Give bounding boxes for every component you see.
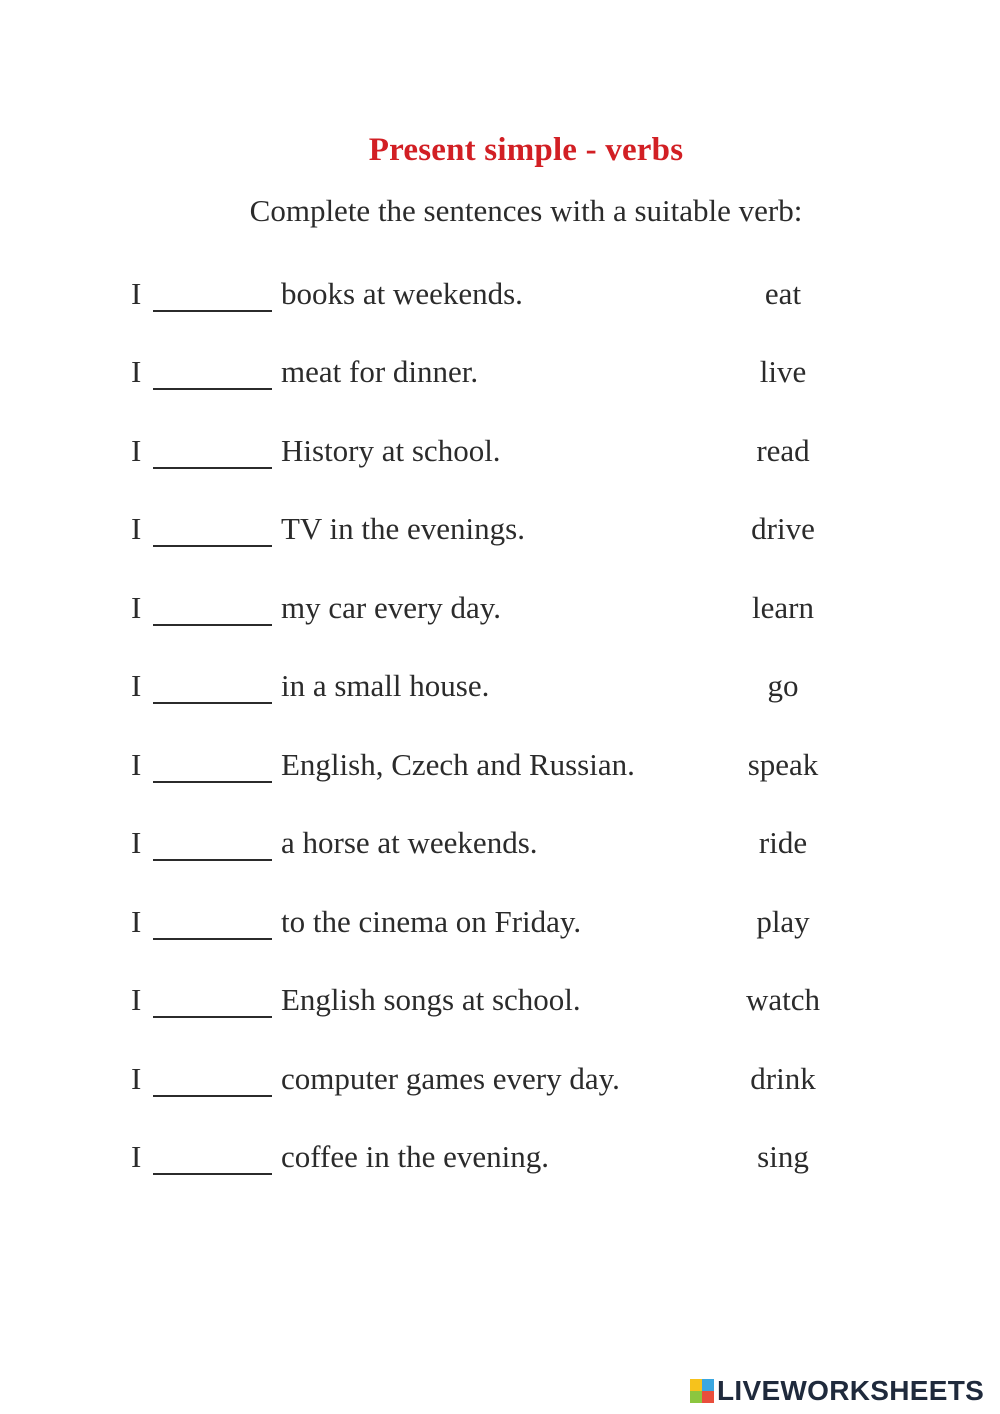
verb-option: learn <box>752 590 814 625</box>
answer-blank[interactable] <box>153 388 272 390</box>
row-subject: I <box>131 825 142 860</box>
verb-option: speak <box>747 747 819 782</box>
row-sentence: computer games every day. <box>281 1061 620 1096</box>
exercise-row <box>0 976 1000 1026</box>
exercise-row <box>0 270 1000 320</box>
answer-blank[interactable] <box>153 938 272 940</box>
answer-blank[interactable] <box>153 859 272 861</box>
answer-blank[interactable] <box>153 1173 272 1175</box>
exercise-row <box>0 819 1000 869</box>
verb-option: watch <box>745 982 821 1017</box>
row-subject: I <box>131 904 142 939</box>
logo-square-green <box>690 1391 702 1403</box>
logo-square-red <box>702 1391 714 1403</box>
row-subject: I <box>131 590 142 625</box>
logo-square-yellow <box>690 1379 702 1391</box>
row-subject: I <box>131 747 142 782</box>
verb-option: ride <box>758 825 808 860</box>
row-subject: I <box>131 354 142 389</box>
worksheet-title: Present simple - verbs <box>368 132 684 168</box>
answer-blank[interactable] <box>153 1016 272 1018</box>
exercise-row <box>0 427 1000 477</box>
answer-blank[interactable] <box>153 624 272 626</box>
liveworksheets-logo[interactable] <box>690 1376 984 1406</box>
row-sentence: a horse at weekends. <box>281 825 538 860</box>
row-sentence: books at weekends. <box>281 276 523 311</box>
exercise-row <box>0 662 1000 712</box>
row-sentence: coffee in the evening. <box>281 1139 549 1174</box>
verb-option: eat <box>764 276 802 311</box>
verb-option: sing <box>757 1139 809 1174</box>
exercise-row <box>0 1055 1000 1105</box>
exercise-row <box>0 348 1000 398</box>
answer-blank[interactable] <box>153 1095 272 1097</box>
answer-blank[interactable] <box>153 467 272 469</box>
exercise-row <box>0 1133 1000 1183</box>
verb-option: drink <box>750 1061 816 1096</box>
row-subject: I <box>131 276 142 311</box>
exercise-row <box>0 741 1000 791</box>
row-subject: I <box>131 982 142 1017</box>
row-sentence: meat for dinner. <box>281 354 479 389</box>
logo-square-blue <box>702 1379 714 1391</box>
row-sentence: TV in the evenings. <box>281 511 525 546</box>
verb-option: live <box>759 354 807 389</box>
row-sentence: History at school. <box>281 433 501 468</box>
row-subject: I <box>131 1139 142 1174</box>
row-subject: I <box>131 433 142 468</box>
verb-option: read <box>756 433 810 468</box>
verb-option: play <box>756 904 810 939</box>
answer-blank[interactable] <box>153 702 272 704</box>
exercise-row <box>0 584 1000 634</box>
row-sentence: English songs at school. <box>281 982 581 1017</box>
row-subject: I <box>131 1061 142 1096</box>
row-subject: I <box>131 668 142 703</box>
exercise-row <box>0 898 1000 948</box>
exercise-row <box>0 505 1000 555</box>
row-sentence: English, Czech and Russian. <box>281 747 635 782</box>
verb-option: go <box>767 668 799 703</box>
answer-blank[interactable] <box>153 310 272 312</box>
answer-blank[interactable] <box>153 781 272 783</box>
logo-text: LIVEWORKSHEETS <box>717 1375 985 1406</box>
row-subject: I <box>131 511 142 546</box>
liveworksheets-logo-icon <box>690 1379 714 1403</box>
worksheet-instruction: Complete the sentences with a suitable verb: <box>249 193 803 228</box>
row-sentence: to the cinema on Friday. <box>281 904 582 939</box>
answer-blank[interactable] <box>153 545 272 547</box>
row-sentence: in a small house. <box>281 668 490 703</box>
row-sentence: my car every day. <box>281 590 502 625</box>
verb-option: drive <box>751 511 815 546</box>
